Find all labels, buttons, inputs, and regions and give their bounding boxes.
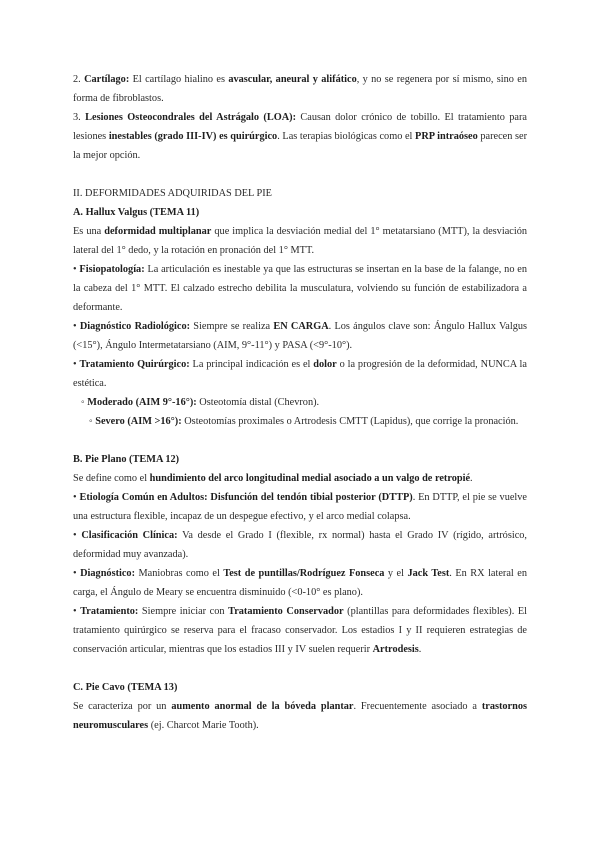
heading-hallux-valgus: A. Hallux Valgus (TEMA 11) — [73, 207, 200, 218]
cavo-definition: Se caracteriza por un aumento anormal de la bóveda plantar. Frecuentemente asociado a trastornos neuromusculares (ej. Charcot Marie Tooth). — [73, 701, 528, 731]
hallux-definition: Es una deformidad multiplanar que implica la desviación medial del 1° metatarsiano (MTT), la desviación lateral del 1° dedo, y la rotación en pronación del 1° MTT. — [73, 226, 527, 256]
section-heading: II. DEFORMIDADES ADQUIRIDAS DEL PIE — [73, 188, 272, 199]
heading-pie-cavo: C. Pie Cavo (TEMA 13) — [73, 682, 178, 693]
plano-etiologia: • Etiología Común en Adultos: Disfunción del tendón tibial posterior (DTTP). En DTTP, el pie se vuelve una estructura flexible, incapaz de un despegue efectivo, y el arco medial colapsa. — [73, 492, 527, 522]
hallux-fisiopatologia: • Fisiopatología: La articulación es inestable ya que las estructuras se insertan en la base de la falange, no en la cabeza del 1° MTT. El calzado estrecho debilita la musculatura, volviendo su función de estabilizadora a deformante. — [73, 264, 528, 313]
hallux-severo: ◦ Severo (AIM >16°): Osteotomías proximales o Artrodesis CMTT (Lapidus), que corrige la pronación. — [89, 416, 519, 427]
hallux-tratamiento: • Tratamiento Quirúrgico: La principal indicación es el dolor o la progresión de la deformidad, NUNCA la estética. — [73, 359, 527, 389]
hallux-moderado: ◦ Moderado (AIM 9°-16°): Osteotomía distal (Chevron). — [81, 397, 320, 408]
document-body — [73, 70, 527, 735]
hallux-diagnostico: • Diagnóstico Radiológico: Siempre se realiza EN CARGA. Los ángulos clave son: Ángulo Hallux Valgus (<15°), Ángulo Intermetatarsiano (AIM, 9°-11°) y PASA (<9°-10°). — [73, 321, 527, 351]
plano-tratamiento: • Tratamiento: Siempre iniciar con Tratamiento Conservador (plantillas para deformidades flexibles). El tratamiento quirúrgico se reserva para el fracaso conservador. Los estadios I y II requieren estrategias de conservación articular, mientras que los estadios III y IV suelen requerir Artrodesis. — [73, 606, 527, 655]
item-loa: 3. Lesiones Osteocondrales del Astrágalo (LOA): Causan dolor crónico de tobillo. El tratamiento para lesiones inestables (grado III-IV) es quirúrgico. Las terapias biológicas como el PRP intraóseo parecen ser la mejor opción. — [73, 112, 528, 161]
plano-clasificacion: • Clasificación Clínica: Va desde el Grado I (flexible, rx normal) hasta el Grado IV (rígido, artrósico, deformidad muy avanzada). — [73, 530, 527, 560]
plano-diagnostico: • Diagnóstico: Maniobras como el Test de puntillas/Rodríguez Fonseca y el Jack Test. En RX lateral en carga, el Ángulo de Meary se encuentra disminuido (<0-10° es plano). — [73, 568, 527, 598]
heading-pie-plano: B. Pie Plano (TEMA 12) — [73, 454, 180, 465]
plano-definition: Se define como el hundimiento del arco longitudinal medial asociado a un valgo de retropié. — [73, 473, 473, 484]
item-cartilago: 2. Cartílago: El cartílago hialino es avascular, aneural y alifático, y no se regenera por sí mismo, sino en forma de fibroblastos. — [73, 74, 527, 104]
